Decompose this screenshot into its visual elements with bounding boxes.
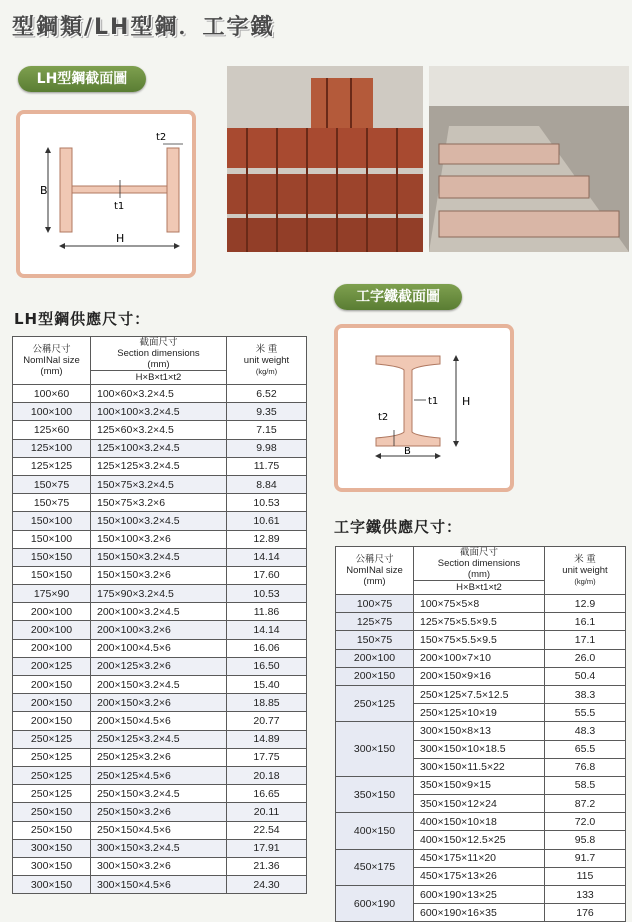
table-row — [13, 457, 307, 475]
weight-cell: 133 — [545, 886, 626, 904]
weight-cell: 18.85 — [227, 694, 307, 712]
nominal-cell: 125×100 — [13, 439, 91, 457]
weight-cell: 50.4 — [545, 667, 626, 685]
weight-cell: 15.40 — [227, 676, 307, 694]
weight-cell: 65.5 — [545, 740, 626, 758]
weight-cell: 6.52 — [227, 385, 307, 403]
table-row — [336, 595, 626, 613]
nominal-cell: 200×100 — [13, 603, 91, 621]
table-row — [13, 585, 307, 603]
nominal-cell: 150×75 — [13, 475, 91, 493]
i-section-diagram — [334, 324, 514, 492]
weight-cell: 12.89 — [227, 530, 307, 548]
weight-cell: 76.8 — [545, 758, 626, 776]
nominal-cell: 200×125 — [13, 657, 91, 675]
section-cell: 200×150×4.5×6 — [91, 712, 227, 730]
nominal-cell: 250×150 — [13, 821, 91, 839]
section-cell: 125×125×3.2×4.5 — [91, 457, 227, 475]
nominal-cell: 250×125 — [13, 730, 91, 748]
section-cell: 150×100×3.2×4.5 — [91, 512, 227, 530]
nominal-cell: 200×150 — [13, 712, 91, 730]
table-row — [13, 403, 307, 421]
table-row — [336, 849, 626, 867]
weight-cell: 12.9 — [545, 595, 626, 613]
nominal-cell: 200×150 — [336, 667, 414, 685]
section-cell: 250×125×7.5×12.5 — [414, 685, 545, 703]
table-row — [13, 566, 307, 584]
section-cell: 150×75×3.2×6 — [91, 494, 227, 512]
nominal-cell: 300×150 — [336, 722, 414, 777]
nominal-cell: 350×150 — [336, 776, 414, 812]
lh-label-h: H — [116, 232, 125, 245]
table-row — [13, 530, 307, 548]
table-row — [336, 813, 626, 831]
table-row — [13, 694, 307, 712]
nominal-cell: 100×100 — [13, 403, 91, 421]
weight-cell: 115 — [545, 867, 626, 885]
nominal-cell: 250×125 — [336, 685, 414, 721]
lh-label-b: B — [40, 184, 48, 197]
section-cell: 250×125×4.5×6 — [91, 766, 227, 784]
nominal-cell: 200×100 — [336, 649, 414, 667]
section-cell: 300×150×11.5×22 — [414, 758, 545, 776]
section-cell: 300×150×3.2×6 — [91, 857, 227, 875]
weight-cell: 16.06 — [227, 639, 307, 657]
table-row — [336, 722, 626, 740]
section-cell: 125×60×3.2×4.5 — [91, 421, 227, 439]
table-row — [13, 603, 307, 621]
section-cell: 200×100×4.5×6 — [91, 639, 227, 657]
section-cell: 300×150×10×18.5 — [414, 740, 545, 758]
weight-cell: 87.2 — [545, 795, 626, 813]
section-cell: 100×75×5×8 — [414, 595, 545, 613]
table-row — [13, 621, 307, 639]
lh-beam-drawing — [20, 114, 192, 274]
nominal-cell: 450×175 — [336, 849, 414, 885]
weight-cell: 7.15 — [227, 421, 307, 439]
table-row — [13, 657, 307, 675]
col-weight-header: 米 重 unit weight (kg/m) — [227, 337, 307, 385]
section-cell: 100×60×3.2×4.5 — [91, 385, 227, 403]
table-row — [13, 712, 307, 730]
web — [72, 186, 167, 193]
section-cell: 250×150×3.2×6 — [91, 803, 227, 821]
table-row — [13, 839, 307, 857]
col-section-header: 截面尺寸 Section dimensions (mm) — [414, 547, 545, 581]
nominal-cell: 150×75 — [336, 631, 414, 649]
section-cell: 150×150×3.2×4.5 — [91, 548, 227, 566]
page-title: 型鋼類/LH型鋼．工字鐵 — [12, 15, 275, 40]
weight-cell: 20.11 — [227, 803, 307, 821]
i-label-h: H — [462, 395, 471, 408]
table-row — [336, 685, 626, 703]
nominal-cell: 200×100 — [13, 639, 91, 657]
i-section-pill: 工字鐵截面圖 — [334, 284, 462, 310]
weight-cell: 17.75 — [227, 748, 307, 766]
table-row — [13, 494, 307, 512]
section-cell: 250×125×3.2×4.5 — [91, 730, 227, 748]
col-section-formula: H×B×t1×t2 — [414, 581, 545, 595]
nominal-cell: 250×150 — [13, 803, 91, 821]
weight-cell: 22.54 — [227, 821, 307, 839]
weight-cell: 24.30 — [227, 876, 307, 894]
lh-label-t2: t2 — [156, 132, 167, 143]
i-beam-supply-table — [335, 546, 626, 922]
section-cell: 300×150×3.2×4.5 — [91, 839, 227, 857]
section-cell: 200×150×3.2×4.5 — [91, 676, 227, 694]
section-cell: 100×100×3.2×4.5 — [91, 403, 227, 421]
section-cell: 250×125×10×19 — [414, 704, 545, 722]
table-row — [13, 385, 307, 403]
weight-cell: 20.77 — [227, 712, 307, 730]
weight-cell: 8.84 — [227, 475, 307, 493]
nominal-cell: 300×150 — [13, 857, 91, 875]
table-row — [13, 475, 307, 493]
section-cell: 400×150×12.5×25 — [414, 831, 545, 849]
nominal-cell: 125×60 — [13, 421, 91, 439]
table-row — [13, 421, 307, 439]
section-cell: 200×150×9×16 — [414, 667, 545, 685]
section-cell: 600×190×16×35 — [414, 904, 545, 922]
nominal-cell: 150×75 — [13, 494, 91, 512]
weight-cell: 14.14 — [227, 621, 307, 639]
weight-cell: 16.1 — [545, 613, 626, 631]
lh-section-diagram — [16, 110, 196, 278]
nominal-cell: 150×150 — [13, 566, 91, 584]
table-row — [336, 631, 626, 649]
weight-cell: 20.18 — [227, 766, 307, 784]
weight-cell: 16.50 — [227, 657, 307, 675]
weight-cell: 72.0 — [545, 813, 626, 831]
col-nominal-header: 公稱尺寸 NomINal size (mm) — [13, 337, 91, 385]
weight-cell: 21.36 — [227, 857, 307, 875]
section-cell: 450×175×13×26 — [414, 867, 545, 885]
section-cell: 150×100×3.2×6 — [91, 530, 227, 548]
weight-cell: 9.35 — [227, 403, 307, 421]
weight-cell: 16.65 — [227, 785, 307, 803]
lh-table-heading: LH型鋼供應尺寸： — [14, 310, 151, 328]
steel-beams-photo-1 — [227, 66, 423, 252]
weight-cell: 10.53 — [227, 494, 307, 512]
weight-cell: 9.98 — [227, 439, 307, 457]
weight-cell: 176 — [545, 904, 626, 922]
section-cell: 200×100×7×10 — [414, 649, 545, 667]
nominal-cell: 125×75 — [336, 613, 414, 631]
section-cell: 350×150×12×24 — [414, 795, 545, 813]
section-cell: 150×75×5.5×9.5 — [414, 631, 545, 649]
section-cell: 125×75×5.5×9.5 — [414, 613, 545, 631]
section-cell: 250×125×3.2×6 — [91, 748, 227, 766]
nominal-cell: 250×125 — [13, 748, 91, 766]
nominal-cell: 125×125 — [13, 457, 91, 475]
i-label-b: B — [404, 446, 411, 457]
table-row — [13, 548, 307, 566]
nominal-cell: 300×150 — [13, 839, 91, 857]
weight-cell: 55.5 — [545, 704, 626, 722]
table-row — [336, 649, 626, 667]
nominal-cell: 400×150 — [336, 813, 414, 849]
section-cell: 150×75×3.2×4.5 — [91, 475, 227, 493]
table-row — [336, 667, 626, 685]
section-cell: 300×150×4.5×6 — [91, 876, 227, 894]
nominal-cell: 200×150 — [13, 676, 91, 694]
section-cell: 250×150×3.2×4.5 — [91, 785, 227, 803]
weight-cell: 26.0 — [545, 649, 626, 667]
section-cell: 450×175×11×20 — [414, 849, 545, 867]
nominal-cell: 250×125 — [13, 766, 91, 784]
table-row — [336, 776, 626, 794]
weight-cell: 17.1 — [545, 631, 626, 649]
i-beam-drawing — [338, 328, 510, 488]
table-row — [13, 803, 307, 821]
section-cell: 200×100×3.2×6 — [91, 621, 227, 639]
nominal-cell: 250×125 — [13, 785, 91, 803]
weight-cell: 95.8 — [545, 831, 626, 849]
nominal-cell: 200×100 — [13, 621, 91, 639]
table-row — [13, 730, 307, 748]
lh-section-pill: LH型鋼截面圖 — [18, 66, 146, 92]
section-cell: 350×150×9×15 — [414, 776, 545, 794]
weight-cell: 10.61 — [227, 512, 307, 530]
table-row — [13, 821, 307, 839]
weight-cell: 14.89 — [227, 730, 307, 748]
i-table-heading: 工字鐵供應尺寸： — [334, 518, 463, 536]
section-cell: 250×150×4.5×6 — [91, 821, 227, 839]
section-cell: 175×90×3.2×4.5 — [91, 585, 227, 603]
table-row — [13, 876, 307, 894]
table-row — [13, 676, 307, 694]
col-section-header: 截面尺寸 Section dimensions (mm) — [91, 337, 227, 371]
section-cell: 400×150×10×18 — [414, 813, 545, 831]
table-row — [13, 512, 307, 530]
table-row — [336, 613, 626, 631]
section-cell: 150×150×3.2×6 — [91, 566, 227, 584]
right-flange — [167, 148, 179, 232]
nominal-cell: 150×100 — [13, 512, 91, 530]
section-cell: 200×150×3.2×6 — [91, 694, 227, 712]
nominal-cell: 175×90 — [13, 585, 91, 603]
weight-cell: 14.14 — [227, 548, 307, 566]
weight-cell: 10.53 — [227, 585, 307, 603]
lh-supply-table — [12, 336, 307, 894]
col-section-formula: H×B×t1×t2 — [91, 371, 227, 385]
section-cell: 600×190×13×25 — [414, 886, 545, 904]
table-row — [13, 439, 307, 457]
nominal-cell: 150×150 — [13, 548, 91, 566]
section-cell: 200×100×3.2×4.5 — [91, 603, 227, 621]
section-cell: 125×100×3.2×4.5 — [91, 439, 227, 457]
left-flange — [60, 148, 72, 232]
col-weight-header: 米 重 unit weight (kg/m) — [545, 547, 626, 595]
weight-cell: 17.91 — [227, 839, 307, 857]
weight-cell: 48.3 — [545, 722, 626, 740]
section-cell: 300×150×8×13 — [414, 722, 545, 740]
weight-cell: 11.86 — [227, 603, 307, 621]
table-row — [336, 886, 626, 904]
col-nominal-header: 公稱尺寸 NomINal size (mm) — [336, 547, 414, 595]
weight-cell: 11.75 — [227, 457, 307, 475]
table-row — [13, 639, 307, 657]
steel-beams-photo-2 — [429, 66, 629, 252]
nominal-cell: 600×190 — [336, 886, 414, 922]
section-cell: 200×125×3.2×6 — [91, 657, 227, 675]
weight-cell: 91.7 — [545, 849, 626, 867]
nominal-cell: 100×75 — [336, 595, 414, 613]
weight-cell: 58.5 — [545, 776, 626, 794]
nominal-cell: 200×150 — [13, 694, 91, 712]
nominal-cell: 150×100 — [13, 530, 91, 548]
table-row — [13, 748, 307, 766]
table-row — [13, 766, 307, 784]
nominal-cell: 300×150 — [13, 876, 91, 894]
table-row — [13, 857, 307, 875]
nominal-cell: 100×60 — [13, 385, 91, 403]
table-row — [13, 785, 307, 803]
i-label-t1: t1 — [428, 396, 439, 407]
weight-cell: 38.3 — [545, 685, 626, 703]
lh-label-t1: t1 — [114, 201, 125, 212]
i-label-t2: t2 — [378, 412, 389, 423]
weight-cell: 17.60 — [227, 566, 307, 584]
